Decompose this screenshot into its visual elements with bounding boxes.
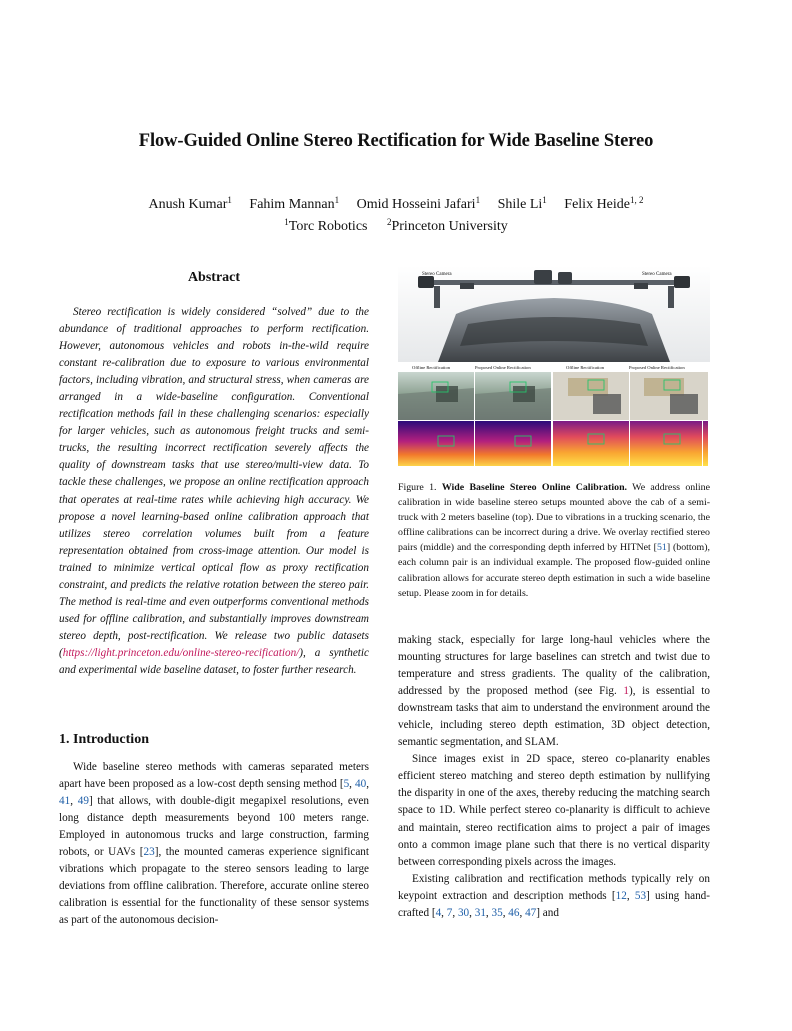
figure-label-left-camera: Stereo Camera (422, 272, 452, 277)
figure-1-image (398, 266, 710, 466)
citation-link[interactable]: 31 (474, 906, 486, 919)
affiliation: $^2$Princeton University (386, 217, 508, 234)
citation-link[interactable]: 41 (59, 795, 71, 808)
figure-label-right-camera: Stereo Camera (642, 272, 672, 277)
dataset-link[interactable]: https://light.princeton.edu/online-stereo-recification/ (62, 646, 300, 659)
author-list (0, 197, 792, 213)
abstract-text: Stereo rectification is widely considered “solved” due to the abundance of traditional approaches to perform rectification. However, autonomous vehicles and robots in-the-wild require constant re-calibration due to exposure to various environmental factors, including vibration, and structural stress, when cameras are arranged in a wide-baseline configuration. Conventional rectification methods fail in these challenging scenarios: especially for larger vehicles, such as autonomous freight trucks and semi-trucks, the resulting incorrect rectification severely affects the quality of downstream tasks that use stereo/multi-view data. To tackle these challenges, we propose an online rectification approach that operates at real-time rates while achieving high accuracy. We propose a novel learning-based online calibration approach that utilizes stereo correlation volumes built from a feature representation obtained from cross-image attention. Our model is trained to minimize vertical optical flow as proxy rectification constraint, and predicts the relative rotation between the stereo pair. The method is real-time and even outperforms conventional methods used for offline calibration, and substantially improves downstream stereo depth, post-rectification. We release two public datasets (https://light.princeton.edu/online-stereo-recification/), a synthetic and experimental wide baseline dataset, to foster further research. (59, 306, 369, 676)
citation-link[interactable]: 53 (634, 889, 647, 902)
citation-link[interactable]: 12 (615, 889, 627, 902)
figure-panel-label: Offline Rectification (412, 365, 451, 370)
author: Shile Li$^1$ (497, 195, 547, 212)
paper-title: Flow-Guided Online Stereo Rectification for Wide Baseline Stereo (138, 131, 654, 151)
citation-link[interactable]: 7 (446, 906, 453, 919)
citation-link[interactable]: 49 (77, 795, 89, 808)
citation-link[interactable]: 35 (491, 906, 503, 919)
figure-panel-label: Proposed Online Rectification (475, 365, 531, 370)
section-heading-introduction: 1. Introduction (59, 732, 149, 747)
citation-link[interactable]: 46 (508, 906, 520, 919)
author: Anush Kumar$^1$ (148, 195, 232, 212)
affiliation: $^1$Torc Robotics (284, 217, 368, 234)
figure-panel-label: Offline Rectification (566, 365, 605, 370)
citation-link[interactable]: 4 (435, 906, 442, 919)
paragraph: Existing calibration and rectification methods typically rely on keypoint extraction and description methods [12, 53] using hand-crafted [4, 7, 30, 31, 35, 46, 47] and (398, 872, 710, 919)
citation-link[interactable]: 40 (355, 778, 367, 791)
figure-1 (398, 266, 710, 466)
citation-link[interactable]: 30 (457, 906, 470, 919)
citation-link[interactable]: 51 (656, 542, 667, 554)
right-column-text (398, 632, 710, 922)
citation-link[interactable]: 5 (343, 778, 350, 791)
paragraph: Since images exist in 2D space, stereo co-planarity enables efficient stereo matching and stereo depth estimation by nullifying the disparity in one of the axes, thereby reducing the matching search space to 1D. While perfect stereo co-planarity is difficult to achieve and maintain, stereo rectification aims to project a pair of images onto a common image plane such that there is no vertical disparity between corresponding pixels across the images. (398, 753, 710, 868)
paragraph: making stack, especially for large long-haul vehicles where the mounting structures for large baselines can stretch and twist due to temperature and stress gradients. The quality of the calibration, addressed by the proposed method (see Fig. 1), is essential to downstream tasks that aim to understand the environment around the vehicle, including stereo depth estimation, 3D object detection, semantic segmentation, and SLAM. (398, 634, 710, 749)
author: Felix Heide$^{1, 2}$ (564, 195, 644, 212)
figure-1-caption: Figure 1. Wide Baseline Stereo Online Calibration. We address online calibration in wide baseline stereo setups mounted above the cab of a semi-truck with 2 meters baseline (top). Due to vibrations in a trucking scenario, the offline calibrations can be incorrect during a drive. We overlay rectified stereo pairs (middle) and the corresponding depth inferred by HITNet [51] (bottom), each column pair is an individual example. The proposed flow-guided online calibration allows for accurate stereo depth estimation in such a wide baseline setup. Please zoom in for details. (398, 482, 710, 599)
figure-reference-link[interactable]: 1 (623, 685, 629, 698)
citation-link[interactable]: 47 (525, 906, 537, 919)
affiliation-list (0, 219, 792, 235)
author: Fahim Mannan$^1$ (249, 195, 340, 212)
intro-paragraph: Wide baseline stereo methods with cameras separated meters apart have been proposed as a low-cost depth sensing method [5, 40, 41, 49] that allows, with double-digit megapixel resolutions, even long distance depth measurements beyond 100 meters range. Employed in autonomous trucks and large construction, farming robots, or UAVs [23], the mounted cameras experience significant vibrations which propagate to the stereo sensors leading to large deviations from offline calibration. Therefore, accurate online stereo calibration is essential for the functionality of these sensor systems as part of the autonomous decision- (59, 761, 369, 927)
figure-panel-label: Proposed Online Rectification (629, 365, 685, 370)
abstract-heading: Abstract (187, 270, 241, 285)
citation-link[interactable]: 23 (143, 846, 155, 859)
author: Omid Hosseini Jafari$^1$ (356, 195, 481, 212)
